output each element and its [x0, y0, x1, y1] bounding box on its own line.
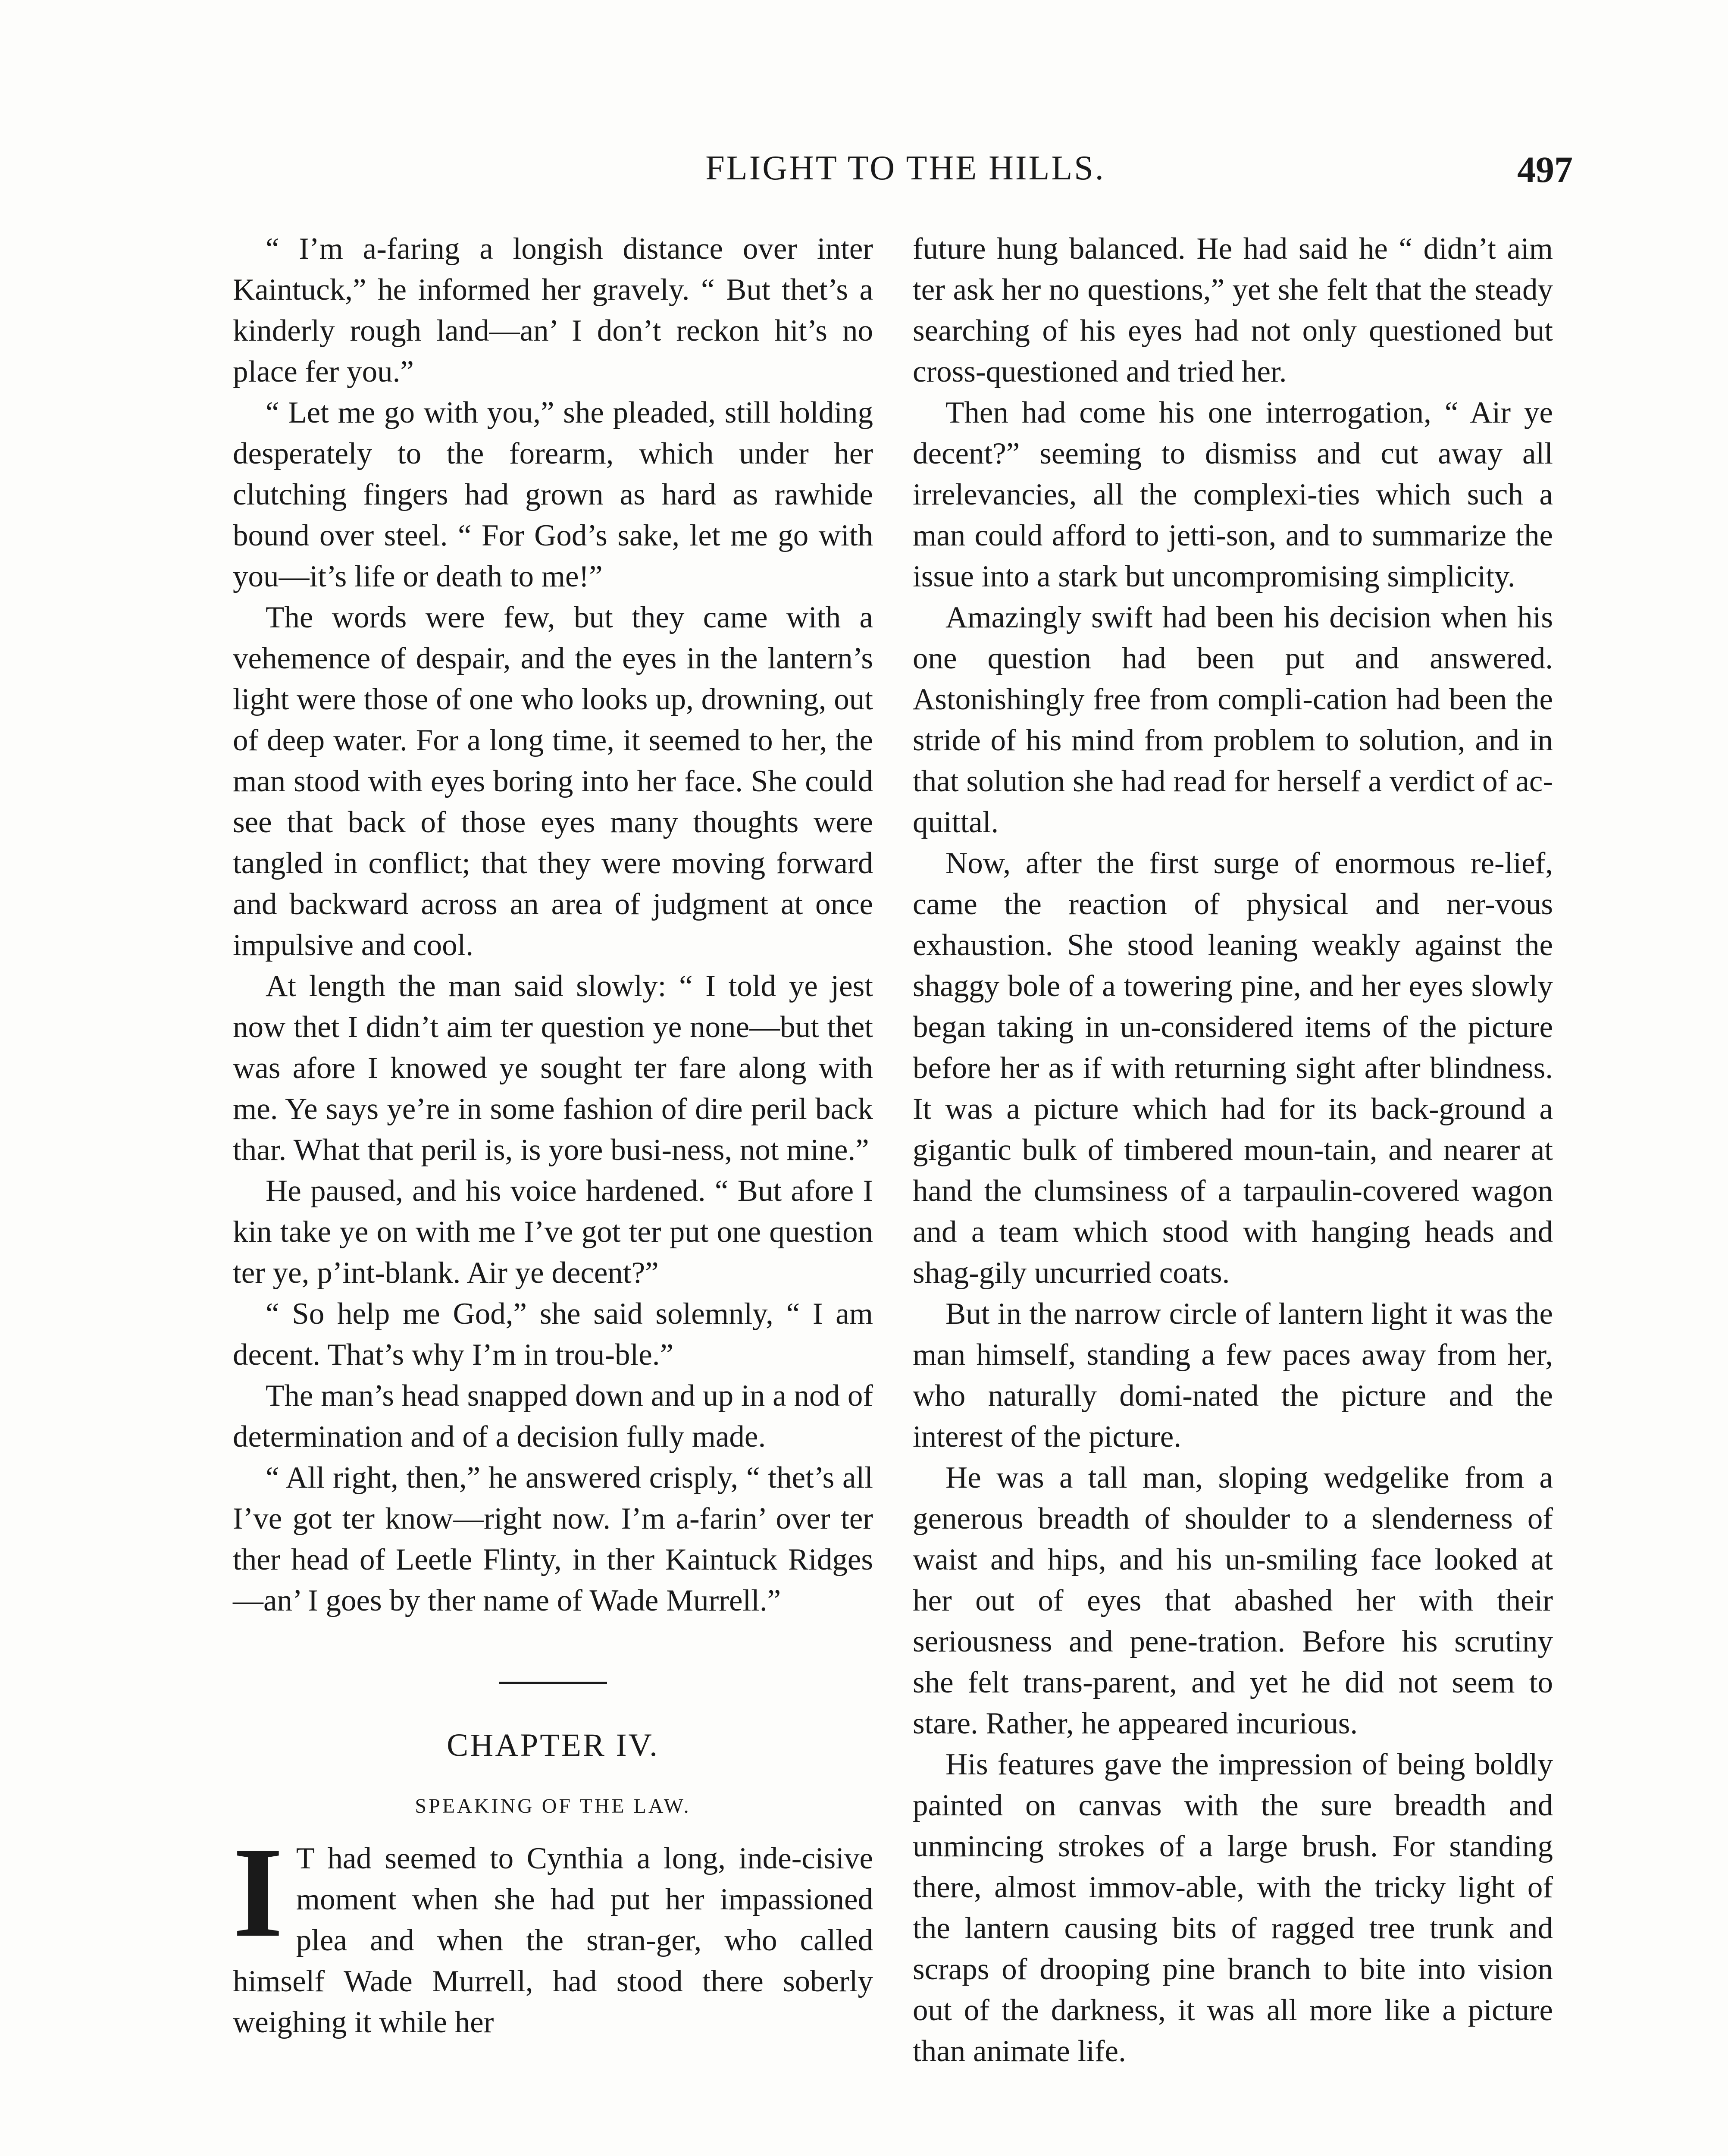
right-column — [913, 229, 1553, 2072]
paragraph: Then had come his one interrogation, “ Air ye decent?” seeming to dismiss and cut away all irrelevancies, all the complexi-ties which such a man could afford to jetti-son, and to summarize the issue into a stark but uncompromising simplicity. — [913, 396, 1553, 593]
paragraph: His features gave the impression of being boldly painted on canvas with the sure breadth and unmincing strokes of a large brush. For standing there, almost immov-able, with the tricky light of the lantern causing bits of ragged tree trunk and scraps of drooping pine branch to bite into vision out of the darkness, it was all more like a picture than animate life. — [913, 1748, 1553, 2068]
paragraph: The man’s head snapped down and up in a nod of determination and of a decision fully made. — [233, 1379, 873, 1454]
paragraph: future hung balanced. He had said he “ didn’t aim ter ask her no questions,” yet she felt that the steady searching of his eyes had not only questioned but cross-questioned and tried her. — [913, 232, 1553, 389]
paragraph: “ I’m a-faring a longish distance over inter Kaintuck,” he informed her gravely. “ But thet’s a kinderly rough land—an’ I don’t reckon hit’s no place fer you.” — [233, 232, 873, 389]
chapter-subtitle: SPEAKING OF THE LAW. — [415, 1795, 691, 1818]
paragraph: But in the narrow circle of lantern light it was the man himself, standing a few paces away from her, who naturally domi-nated the picture and the interest of the picture. — [913, 1297, 1553, 1454]
paragraph: “ So help me God,” she said solemnly, “ I am decent. That’s why I’m in trou-ble.” — [233, 1297, 873, 1372]
paragraph: He was a tall man, sloping wedgelike from a generous breadth of shoulder to a slenderness of waist and hips, and his un-smiling face looked at her out of eyes that abashed her with their seriousness and pene-tration. Before his scrutiny she felt trans-parent, and yet he did not seem to stare. Rather, he appeared incurious. — [913, 1461, 1553, 1740]
drop-cap: I — [233, 1821, 283, 1964]
paragraph: Amazingly swift had been his decision when his one question had been put and answered. Astonishingly free from compli-cation had been the stride of his mind from problem to solution, and in that solution she had read for herself a verdict of ac-quittal. — [913, 601, 1553, 839]
paragraph: He paused, and his voice hardened. “ But afore I kin take ye on with me I’ve got ter put one question ter ye, p’int-blank. Air ye decent?” — [233, 1174, 873, 1290]
running-title: FLIGHT TO THE HILLS. — [705, 149, 1105, 187]
chapter-opening-text: T had seemed to Cynthia a long, inde-cisive moment when she had put her impassioned plea and when the stran-ger, who called himself Wade Murrell, had stood there soberly weighing it while her — [233, 1842, 873, 2039]
left-column — [233, 229, 873, 2043]
section-divider — [499, 1682, 607, 1684]
paragraph: The words were few, but they came with a vehemence of despair, and the eyes in the lantern’s light were those of one who looks up, drowning, out of deep water. For a long time, it seemed to her, the man stood with eyes boring into her face. She could see that back of those eyes many thoughts were tangled in conflict; that they were moving forward and backward across an area of judgment at once impulsive and cool. — [233, 601, 873, 962]
chapter-title: CHAPTER IV. — [447, 1727, 659, 1763]
paragraph: At length the man said slowly: “ I told ye jest now thet I didn’t aim ter question ye none—but thet was afore I knowed ye sought ter fare along with me. Ye says ye’re in some fashion of dire peril back thar. What that peril is, is yore busi-ness, not mine.” — [233, 969, 873, 1167]
chapter-opening-paragraph — [233, 1821, 873, 2043]
paragraph: Now, after the first surge of enormous re-lief, came the reaction of physical and ner-vous exhaustion. She stood leaning weakly against the shaggy bole of a towering pine, and her eyes slowly began taking in un-considered items of the picture before her as if with returning sight after blindness. It was a picture which had for its back-ground a gigantic bulk of timbered moun-tain, and nearer at hand the clumsiness of a tarpaulin-covered wagon and a team which stood with hanging heads and shag-gily uncurried coats. — [913, 846, 1553, 1290]
paragraph: “ Let me go with you,” she pleaded, still holding desperately to the forearm, which under her clutching fingers had grown as hard as rawhide bound over steel. “ For God’s sake, let me go with you—it’s life or death to me!” — [233, 396, 873, 593]
page-number: 497 — [1517, 149, 1573, 190]
paragraph: “ All right, then,” he answered crisply, “ thet’s all I’ve got ter know—right now. I’m a-farin’ over ter ther head of Leetle Flinty, in ther Kaintuck Ridges—an’ I goes by ther name of Wade Murrell.” — [233, 1461, 873, 1617]
